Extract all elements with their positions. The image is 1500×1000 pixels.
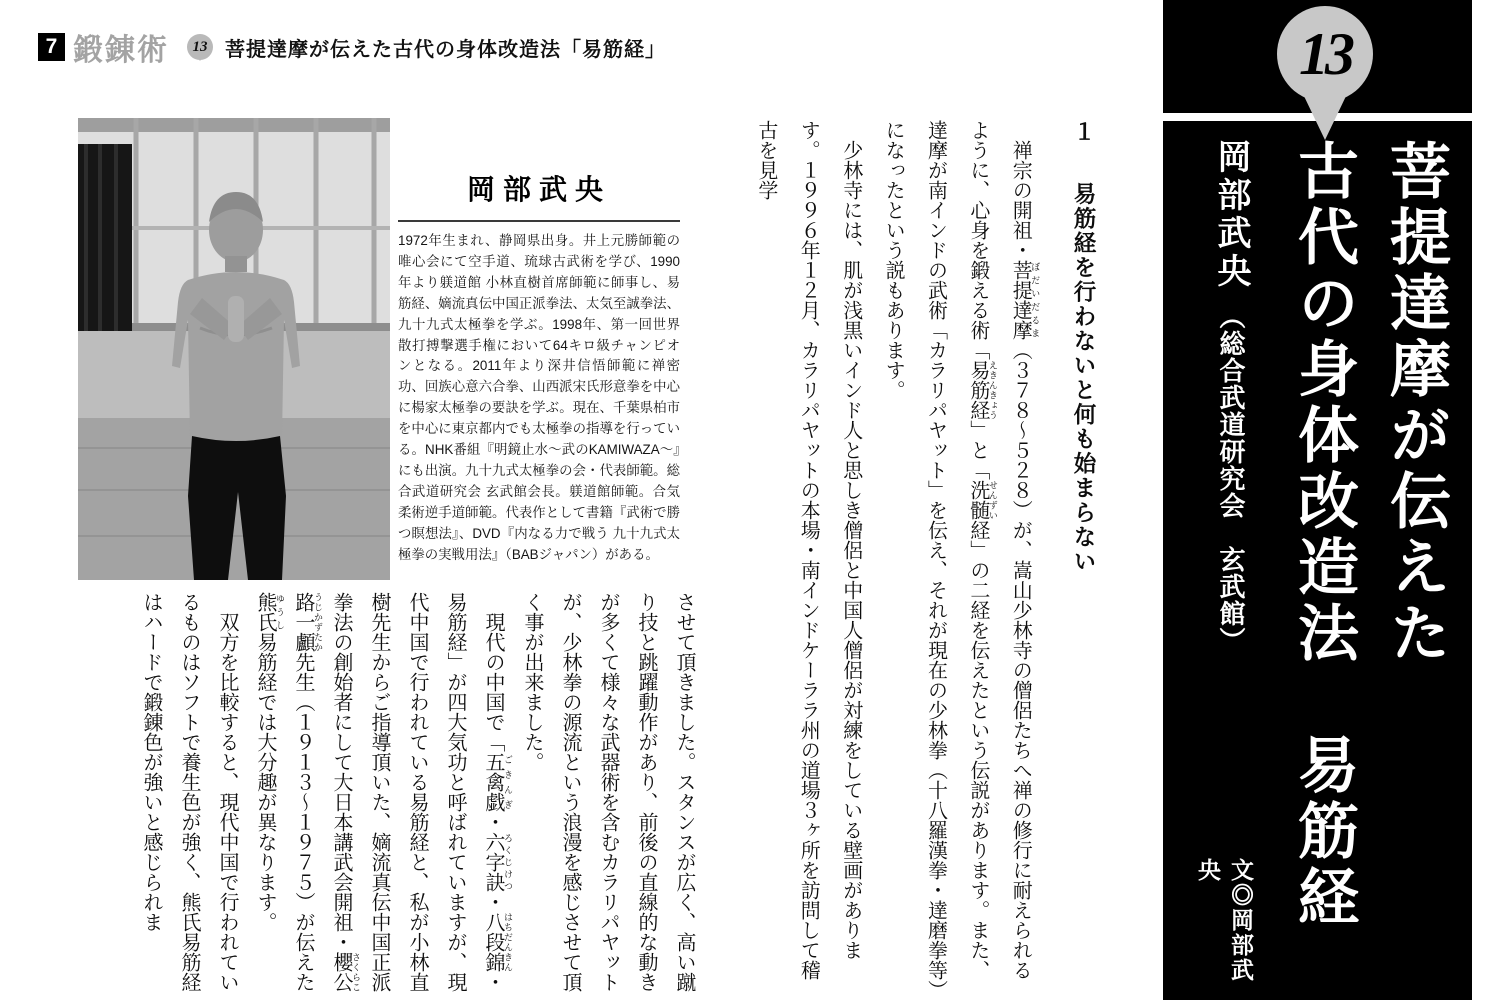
episode-balloon-icon (187, 34, 213, 60)
banner-title-line2: 古代の身体改造法 易筋経 (1290, 139, 1358, 931)
profile-name: 岡部武央 (466, 175, 611, 206)
banner-author-name: 岡部武央 (1212, 139, 1250, 291)
profile-box (398, 168, 680, 566)
banner-title-line1: 菩提達摩が伝えた (1382, 139, 1450, 667)
article-paragraph: 禅宗の開祖・菩提達摩 ぼだいだるま（３７８〜５２８）が、嵩山少林寺の僧侶たちへ禅の修行に耐えられるように、心身を鍛える術「易筋経 えきんきょう」と「洗髄 せんずい経」の二経を伝えたという伝説があります。また、達摩が南インドの武術「カラリパヤット」を伝え、それが現在の少林拳（十八羅漢拳・達磨拳等）になったという説もあります。 (882, 120, 1041, 990)
section-heading-column (1061, 120, 1104, 994)
article-paragraph: させて頂きました。スタンスが広く、高い蹴り技と跳躍動作があり、前後の直線的な動きが多くて様々な武器術を含むカラリパヤットが、少林拳の源流という浪漫を感じさせて頂く事が出来ました。 (521, 592, 695, 992)
banner-episode-number: 13 (1299, 20, 1351, 87)
article-paragraph: 現代の中国で「五禽戯 ごきんぎ・六字訣 ろくじけつ・八段錦 はちだんきん・易筋経」が四大気功と呼ばれていますが、現代中国で行われている易筋経と、私が小林直樹先生からご指導頂いた、嫡流真伝中国正派拳法の創始者にして大日本講武会開祖・櫻公路一顱さくらこうじかずたか先生（１９１３〜１９７５）が伝えた熊氏 ゆうし易筋経では大分趣が異なります。 (254, 592, 513, 992)
article-right-block (754, 120, 1104, 994)
text-credit: 文◎岡部武央 (1195, 858, 1254, 983)
article-paragraph: 少林寺には、肌が浅黒いインド人と思しき僧侶と中国人僧侶が対練をしている壁画があります。１９９６年１２月、カラリパヤットの本場・南インドケーララ州の道場３ヶ所を訪問して稽古を見学 (754, 120, 862, 980)
portrait-photo (78, 118, 390, 580)
episode-balloon-tail (1303, 94, 1347, 162)
episode-balloon-large-icon (1277, 6, 1373, 102)
banner-author-affiliation: （総合武道研究会 玄武館） (1216, 303, 1246, 655)
episode-number: 13 (192, 38, 208, 55)
article-paragraphs-right (745, 120, 1042, 994)
portrait-photo-graphic (78, 118, 390, 580)
section-number: １ (1071, 120, 1096, 142)
series-number-box: 7 (38, 33, 65, 61)
article-paragraph: 双方を比較すると、現代中国で行われているものはソフトで養生色が強く、熊氏易筋経はハードで鍛錬色が強いと感じられま (140, 592, 238, 992)
series-title: 鍛錬術 (73, 34, 169, 67)
profile-divider (398, 220, 680, 222)
running-article-title: 菩提達摩が伝えた古代の身体改造法「易筋経」 (225, 38, 666, 61)
running-header (38, 30, 666, 67)
section-heading: 易筋経を行わないと何も始まらない (1071, 181, 1096, 574)
profile-bio-text: 1972年生まれ、静岡県出身。井上元勝師範の唯心会にて空手道、琉球古武術を学び、1990年より躾道館 小林直樹首席師範に師事し、易筋経、嫡流真伝中国正派拳法、太気至誠拳法、九十九式太極拳を学ぶ。1998年、第一回世界散打搏撃選手権において64キロ級チャンピオンとなる。2011年より深井信悟師範に禅密功、回族心意六合拳、山西派宋氏形意拳を中心に楊家太極拳の要訣を学ぶ。現在、千葉県柏市を中心に東京都内でも太極拳の指導を行っている。NHK番組『明鏡止水〜武のKAMIWAZA〜』にも出演。九十九式太極拳の会・代表師範。総合武道研究会 玄武館会長。躾道館師範。合気柔術逆手道師範。代表作として書籍『武術で勝つ瞑想法』、DVD『内なる力で戦う 九十九式太極拳の実戦用法』（BABジャパン）がある。 (398, 233, 680, 562)
article-lower-block (85, 592, 703, 995)
